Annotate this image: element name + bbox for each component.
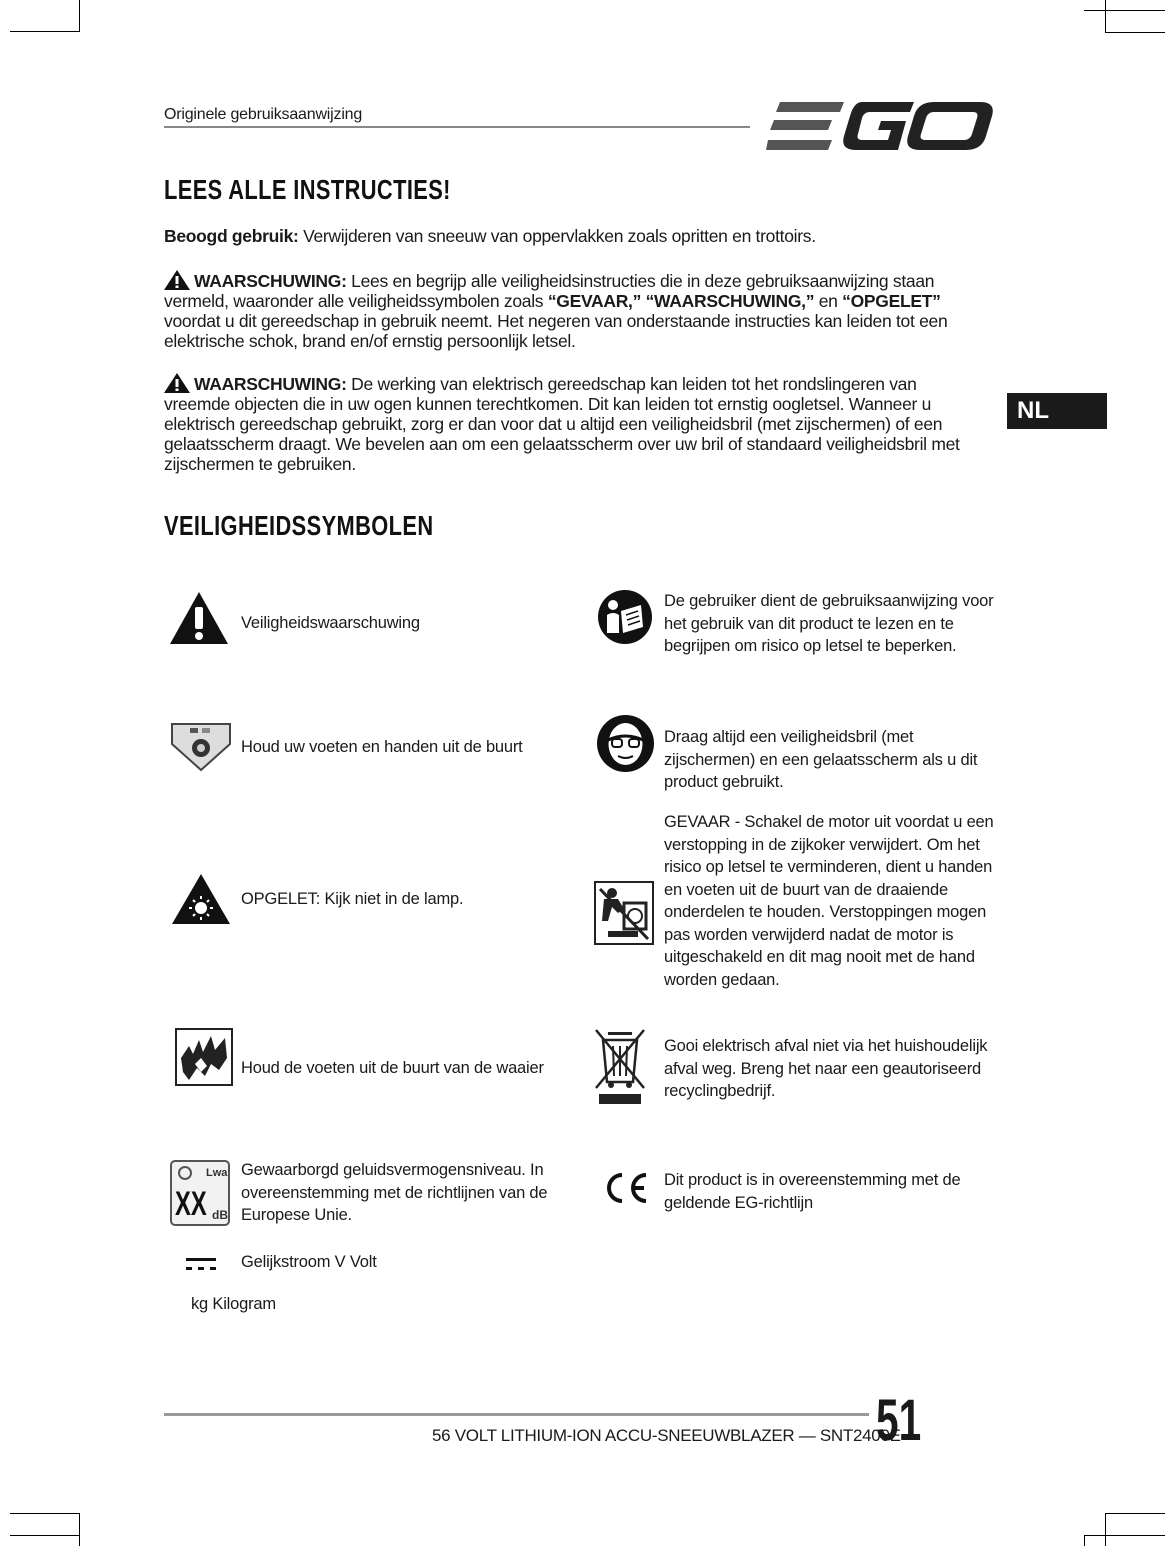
footer-rule xyxy=(164,1413,869,1416)
crop-mark xyxy=(10,31,80,32)
warning-text: voordat u dit gereedschap in gebruik neemt. Het negeren van onderstaande instructies kan leiden tot een elektrische schok, brand en/of ernstig persoonlijk letsel. xyxy=(164,311,948,351)
intended-use xyxy=(164,226,994,246)
crop-mark xyxy=(10,1535,80,1536)
symbol-text-noise: Gewaarborgd geluidsvermogensniveau. In overeenstemming met de richtlijnen van de Europese Unie. xyxy=(241,1161,548,1224)
read-manual-icon xyxy=(597,589,653,645)
ce-mark-icon xyxy=(603,1171,649,1205)
crop-mark xyxy=(1105,32,1165,33)
ego-logo xyxy=(766,96,994,158)
weee-crossed-bin-icon xyxy=(593,1028,647,1106)
section-title: VEILIGHEIDSSYMBOLEN xyxy=(164,510,434,541)
page-title: LEES ALLE INSTRUCTIES! xyxy=(164,174,451,205)
crop-mark xyxy=(1105,1513,1165,1514)
safety-alert-icon xyxy=(168,590,230,646)
footer-product-title: 56 VOLT LITHIUM-ION ACCU-SNEEUWBLAZER — SNT2400E xyxy=(432,1426,901,1445)
crop-mark xyxy=(1105,1513,1106,1546)
symbol-text-safety-alert: Veiligheidswaarschuwing xyxy=(241,614,420,632)
symbol-text-read-manual: De gebruiker dient de gebruiksaanwijzing voor het gebruik van dit product te lezen en te begrijpen om risico op letsel te beperken. xyxy=(664,592,994,655)
warning-triangle-icon xyxy=(164,270,190,290)
crop-mark xyxy=(1084,10,1165,11)
crop-mark xyxy=(79,0,80,32)
crop-mark xyxy=(79,1513,80,1546)
symbol-text-dc: Gelijkstroom V Volt xyxy=(241,1253,377,1271)
impeller-feet-icon xyxy=(175,1028,233,1086)
symbol-text-kg: kg Kilogram xyxy=(191,1295,276,1313)
warning-label: WAARSCHUWING: xyxy=(194,271,347,291)
danger-clog-icon xyxy=(594,881,654,945)
lamp-caution-icon xyxy=(170,872,232,926)
noise-icon-lwa: Lwa xyxy=(206,1167,228,1179)
page-number: 51 xyxy=(876,1388,922,1453)
symbol-text-keep-away: Houd uw voeten en handen uit de buurt xyxy=(241,738,523,756)
intended-use-text: Verwijderen van sneeuw van oppervlakken zoals opritten en trottoirs. xyxy=(298,226,816,246)
crop-mark xyxy=(1084,1535,1165,1536)
symbol-text-impeller: Houd de voeten uit de buurt van de waaier xyxy=(241,1059,544,1077)
keyword-warning: “WAARSCHUWING,” xyxy=(645,291,815,311)
warning-text: Lees en begrijp alle veiligheidsinstructies die in deze gebruiksaanwijzing staan vermeld, waaronder alle veiligheidssymbolen zoals xyxy=(164,271,935,311)
keyword-caution: “OPGELET” xyxy=(842,291,941,311)
warning-text: De werking van elektrisch gereedschap kan leiden tot het rondslingeren van vreemde objecten die in uw ogen kunnen terechtkomen. Dit kan leiden tot ernstig oogletsel. Wanneer u elektrisch gereedschap gebruikt, zorg er dan voor dat u altijd een veiligheidsbril (met zijschermen) of een gelaatsscherm draagt. We bevelen aan om een gelaatsscherm over uw bril of standaard veiligheidsbril met zijschermen te gebruiken. xyxy=(164,374,960,474)
header-label: Originele gebruiksaanwijzing xyxy=(164,106,363,123)
noise-icon-value: XX xyxy=(175,1185,207,1223)
keep-away-icon xyxy=(170,722,232,772)
noise-level-icon xyxy=(170,1160,230,1226)
noise-icon-unit: dB xyxy=(212,1208,228,1222)
crop-mark xyxy=(10,1513,80,1514)
warning-paragraph-1 xyxy=(164,270,994,351)
crop-mark xyxy=(1105,0,1106,33)
speaker-icon xyxy=(178,1166,192,1180)
crop-mark xyxy=(1084,1535,1085,1546)
warning-label: WAARSCHUWING: xyxy=(194,374,347,394)
keyword-danger: “GEVAAR,” xyxy=(547,291,642,311)
warning-text: en xyxy=(814,291,843,311)
symbol-text-ce: Dit product is in overeenstemming met de geldende EG-richtlijn xyxy=(664,1171,961,1212)
symbol-text-weee: Gooi elektrisch afval niet via het huishoudelijk afval weg. Breng het naar een geautoriseerd recyclingbedrijf. xyxy=(664,1037,988,1100)
language-tab: NL xyxy=(1007,393,1107,429)
symbol-text-eye-protection: Draag altijd een veiligheidsbril (met zijschermen) en een gelaatsscherm als u dit product gebruikt. xyxy=(664,728,978,791)
warning-paragraph-2 xyxy=(164,373,979,474)
intended-use-label: Beoogd gebruik: xyxy=(164,226,299,246)
symbol-text-danger: GEVAAR - Schakel de motor uit voordat u een verstopping in de zijkoker verwijdert. Om het risico op letsel te verminderen, dient u handen en voeten uit de buurt van de draaiende onderdelen te houden. Verstoppingen mogen pas worden verwijderd nadat de motor is uitgeschakeld en dit mag nooit met de hand worden gedaan. xyxy=(664,813,994,989)
eye-protection-icon xyxy=(596,714,655,773)
header-rule xyxy=(164,126,750,128)
symbol-text-lamp: OPGELET: Kijk niet in de lamp. xyxy=(241,890,464,908)
direct-current-icon xyxy=(184,1256,218,1272)
warning-triangle-icon xyxy=(164,373,190,393)
